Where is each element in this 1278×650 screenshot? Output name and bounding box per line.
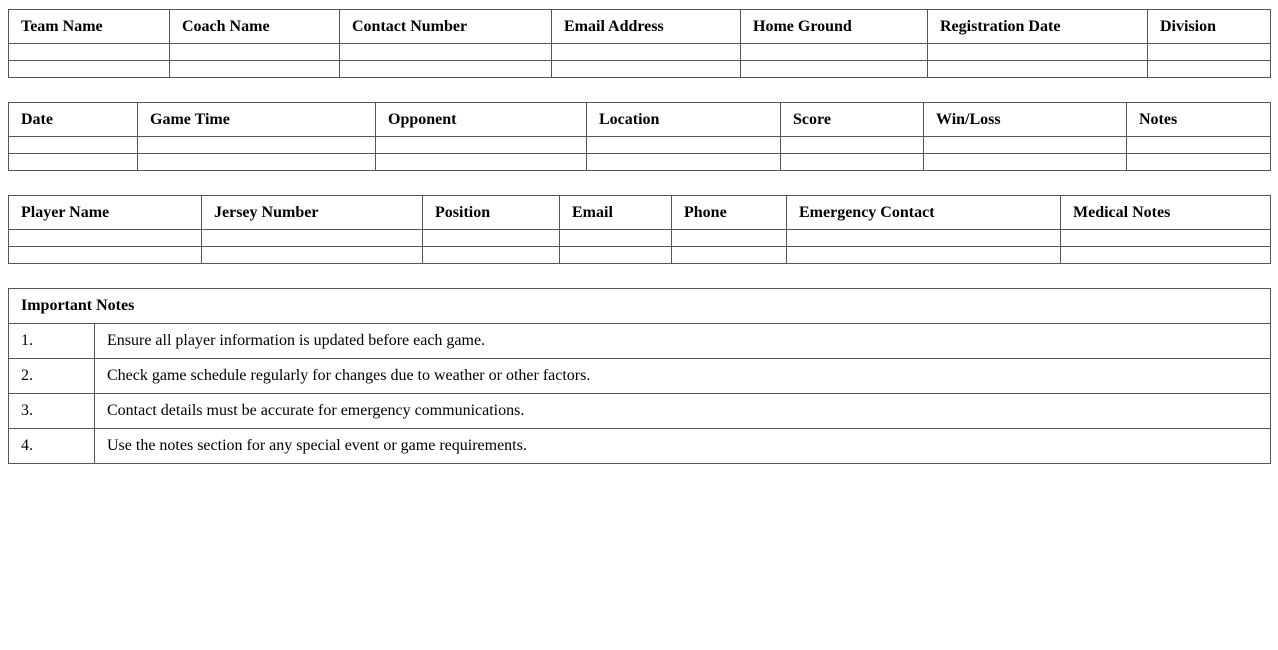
header-contact-number: Contact Number (340, 10, 552, 44)
table-cell[interactable] (170, 61, 340, 78)
header-team-name: Team Name (9, 10, 170, 44)
table-cell[interactable] (340, 44, 552, 61)
note-number: 2. (9, 359, 95, 394)
table-cell[interactable] (787, 230, 1061, 247)
header-location: Location (587, 103, 781, 137)
header-emergency-contact: Emergency Contact (787, 196, 1061, 230)
table-row (9, 247, 1271, 264)
header-opponent: Opponent (376, 103, 587, 137)
important-notes-table (8, 288, 1271, 464)
note-text: Use the notes section for any special event or game requirements. (95, 429, 1271, 464)
table-cell[interactable] (423, 230, 560, 247)
table-row (9, 154, 1271, 171)
table-cell[interactable] (924, 137, 1127, 154)
document-body (8, 9, 1270, 488)
header-email: Email (560, 196, 672, 230)
table-cell[interactable] (741, 44, 928, 61)
table-cell[interactable] (9, 247, 202, 264)
table-row (9, 137, 1271, 154)
header-win-loss: Win/Loss (924, 103, 1127, 137)
header-game-time: Game Time (138, 103, 376, 137)
table-cell[interactable] (376, 137, 587, 154)
table-cell[interactable] (1127, 154, 1271, 171)
header-registration-date: Registration Date (928, 10, 1148, 44)
note-number: 1. (9, 324, 95, 359)
table-cell[interactable] (9, 61, 170, 78)
table-cell[interactable] (552, 44, 741, 61)
header-division: Division (1148, 10, 1271, 44)
table-cell[interactable] (781, 137, 924, 154)
table-row (9, 230, 1271, 247)
table-cell[interactable] (928, 61, 1148, 78)
table-cell[interactable] (170, 44, 340, 61)
header-coach-name: Coach Name (170, 10, 340, 44)
table-header-row (9, 289, 1271, 324)
table-cell[interactable] (138, 137, 376, 154)
table-cell[interactable] (741, 61, 928, 78)
table-header-row (9, 10, 1271, 44)
header-notes: Notes (1127, 103, 1271, 137)
note-text: Check game schedule regularly for changes due to weather or other factors. (95, 359, 1271, 394)
game-schedule-table (8, 102, 1271, 171)
table-cell[interactable] (672, 247, 787, 264)
table-cell[interactable] (138, 154, 376, 171)
note-text: Ensure all player information is updated before each game. (95, 324, 1271, 359)
table-cell[interactable] (423, 247, 560, 264)
table-cell[interactable] (672, 230, 787, 247)
table-cell[interactable] (552, 61, 741, 78)
table-cell[interactable] (587, 137, 781, 154)
list-item (9, 324, 1271, 359)
player-roster-table (8, 195, 1271, 264)
table-row (9, 61, 1271, 78)
table-cell[interactable] (9, 137, 138, 154)
table-cell[interactable] (1127, 137, 1271, 154)
table-row (9, 44, 1271, 61)
table-cell[interactable] (376, 154, 587, 171)
list-item (9, 359, 1271, 394)
note-number: 3. (9, 394, 95, 429)
table-cell[interactable] (1148, 61, 1271, 78)
table-cell[interactable] (9, 230, 202, 247)
table-cell[interactable] (9, 154, 138, 171)
table-header-row (9, 196, 1271, 230)
list-item (9, 429, 1271, 464)
table-header-row (9, 103, 1271, 137)
header-jersey-number: Jersey Number (202, 196, 423, 230)
header-date: Date (9, 103, 138, 137)
header-home-ground: Home Ground (741, 10, 928, 44)
note-text: Contact details must be accurate for emergency communications. (95, 394, 1271, 429)
table-cell[interactable] (340, 61, 552, 78)
notes-title: Important Notes (9, 289, 1271, 324)
table-cell[interactable] (781, 154, 924, 171)
header-email-address: Email Address (552, 10, 741, 44)
table-cell[interactable] (9, 44, 170, 61)
table-cell[interactable] (1148, 44, 1271, 61)
table-cell[interactable] (587, 154, 781, 171)
table-cell[interactable] (1061, 247, 1271, 264)
table-cell[interactable] (928, 44, 1148, 61)
table-cell[interactable] (560, 247, 672, 264)
table-cell[interactable] (202, 230, 423, 247)
table-cell[interactable] (560, 230, 672, 247)
header-phone: Phone (672, 196, 787, 230)
table-cell[interactable] (787, 247, 1061, 264)
header-score: Score (781, 103, 924, 137)
list-item (9, 394, 1271, 429)
header-position: Position (423, 196, 560, 230)
table-cell[interactable] (202, 247, 423, 264)
note-number: 4. (9, 429, 95, 464)
header-player-name: Player Name (9, 196, 202, 230)
team-info-table (8, 9, 1271, 78)
table-cell[interactable] (1061, 230, 1271, 247)
table-cell[interactable] (924, 154, 1127, 171)
header-medical-notes: Medical Notes (1061, 196, 1271, 230)
